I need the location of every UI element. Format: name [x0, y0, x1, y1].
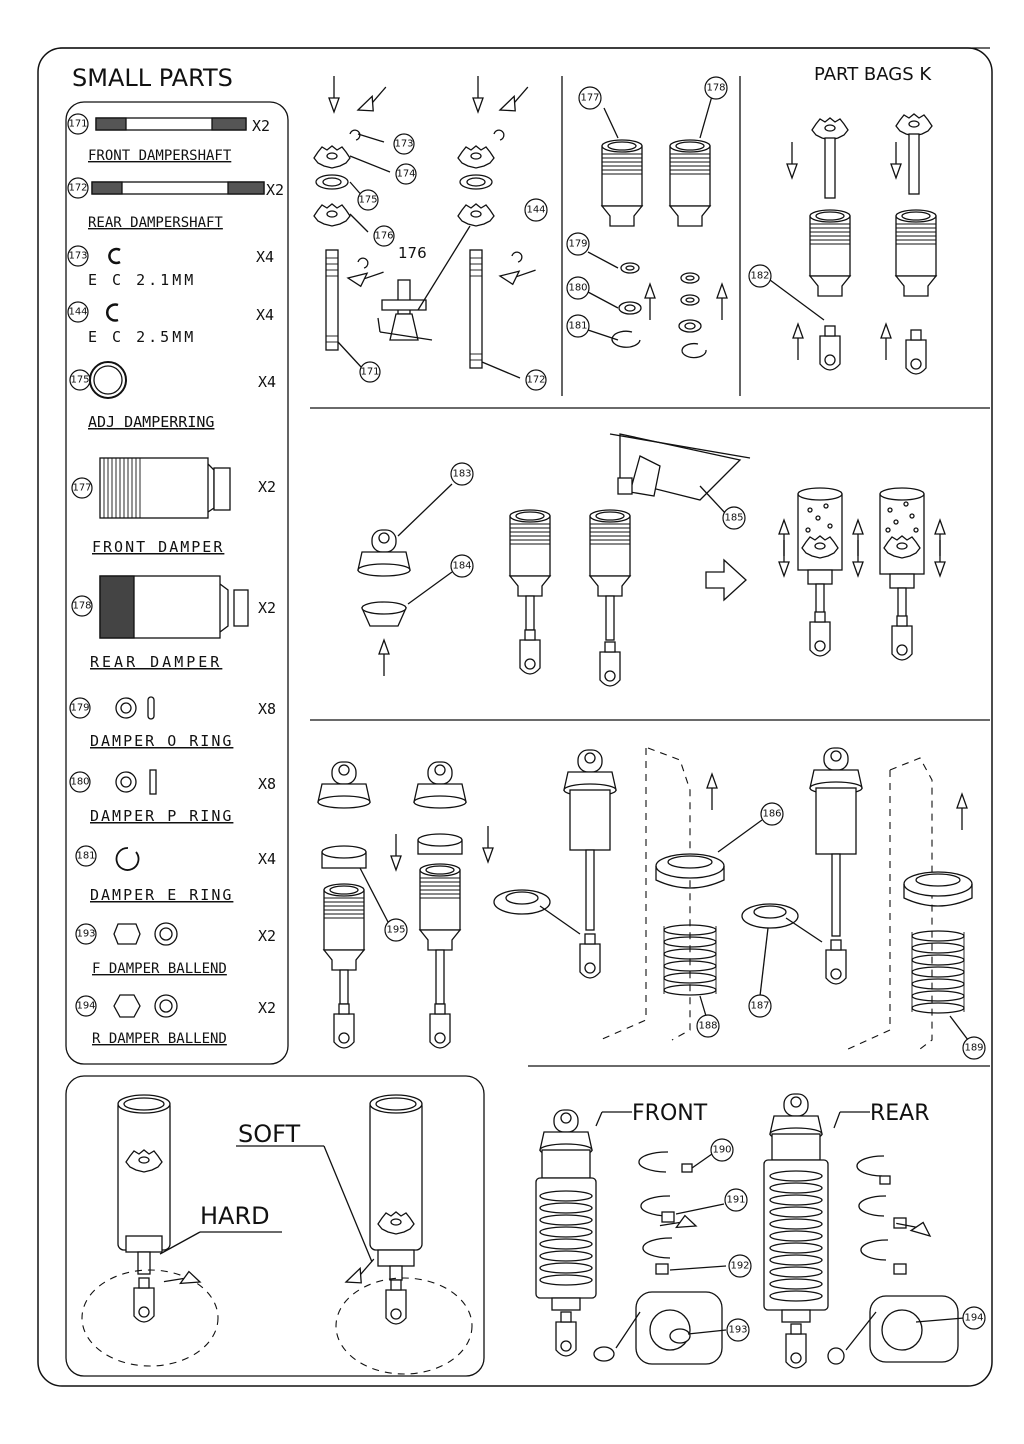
callout-171-b [360, 362, 380, 382]
svg-text:FRONT DAMPER: FRONT DAMPER [92, 538, 225, 556]
svg-text:194: 194 [76, 1000, 96, 1012]
svg-text:172: 172 [68, 182, 88, 194]
callout-174 [396, 164, 416, 184]
callout-188 [697, 1015, 719, 1037]
svg-text:173: 173 [394, 138, 414, 150]
step4-fill-oil [358, 434, 945, 686]
svg-text:X2: X2 [258, 927, 277, 945]
svg-text:DAMPER O RING: DAMPER O RING [90, 732, 234, 750]
svg-text:176: 176 [374, 230, 394, 242]
svg-text:DAMPER E RING: DAMPER E RING [90, 886, 234, 904]
svg-text:X2: X2 [258, 999, 277, 1017]
callout-190 [711, 1139, 733, 1161]
svg-text:REAR DAMPER: REAR DAMPER [90, 653, 223, 671]
svg-text:186: 186 [762, 808, 782, 820]
svg-text:X8: X8 [258, 775, 277, 793]
svg-text:177: 177 [580, 92, 600, 104]
svg-text:X2: X2 [252, 117, 271, 135]
callout-177-b [579, 87, 601, 109]
part-bag-label: PART BAGS K [814, 64, 932, 85]
svg-text:172: 172 [526, 374, 546, 386]
label-front: FRONT [632, 1101, 708, 1126]
svg-text:X4: X4 [256, 248, 275, 266]
callout-179-b [567, 233, 589, 255]
svg-text:193: 193 [76, 928, 96, 940]
callout-194-b [963, 1307, 985, 1329]
callout-172-b [526, 370, 546, 390]
callout-144 [68, 302, 88, 322]
callout-181 [76, 846, 96, 866]
svg-text:181: 181 [568, 320, 588, 332]
part-row-175 [70, 362, 276, 431]
callout-171 [68, 114, 88, 134]
part-row-173 [68, 246, 274, 289]
callout-173-b [394, 134, 414, 154]
svg-text:X4: X4 [258, 373, 277, 391]
svg-text:173: 173 [68, 250, 88, 262]
svg-text:183: 183 [452, 468, 472, 480]
label-soft: SOFT [238, 1120, 301, 1148]
svg-text:193: 193 [728, 1324, 748, 1336]
step5-cap-assembly [318, 762, 493, 1048]
adjust-soft-diagram [236, 1095, 472, 1374]
part-row-179 [70, 697, 276, 750]
label-hard: HARD [200, 1202, 270, 1230]
svg-text:X2: X2 [266, 181, 285, 199]
svg-text:190: 190 [712, 1144, 732, 1156]
part-row-180 [70, 770, 276, 825]
svg-text:175: 175 [70, 374, 90, 386]
step2-damper-bodies [567, 77, 727, 358]
callout-177 [72, 478, 92, 498]
step1-shaft-assembly [314, 76, 547, 390]
step6-spring-assembly [494, 748, 985, 1059]
part-row-181 [76, 846, 276, 904]
callout-192 [729, 1255, 751, 1277]
svg-text:192: 192 [730, 1260, 750, 1272]
svg-text:FRONT DAMPERSHAFT: FRONT DAMPERSHAFT [88, 148, 232, 164]
svg-text:R DAMPER BALLEND: R DAMPER BALLEND [92, 1031, 227, 1047]
part-row-172 [68, 178, 284, 231]
svg-text:180: 180 [568, 282, 588, 294]
part-row-171 [68, 114, 270, 164]
svg-text:X4: X4 [256, 306, 275, 324]
svg-text:X8: X8 [258, 700, 277, 718]
svg-text:179: 179 [70, 702, 90, 714]
callout-185 [723, 507, 745, 529]
svg-text:175: 175 [358, 194, 378, 206]
svg-text:185: 185 [724, 512, 744, 524]
callout-180-b [567, 277, 589, 299]
svg-text:189: 189 [964, 1042, 984, 1054]
svg-text:178: 178 [72, 600, 92, 612]
callout-178-b [705, 77, 727, 99]
svg-text:182: 182 [750, 270, 770, 282]
callout-181-b [567, 315, 589, 337]
callout-180 [70, 772, 90, 792]
svg-text:ADJ DAMPERRING: ADJ DAMPERRING [88, 413, 215, 431]
callout-194 [76, 996, 96, 1016]
svg-text:DAMPER P RING: DAMPER P RING [90, 807, 234, 825]
svg-text:180: 180 [70, 776, 90, 788]
part-row-194 [76, 995, 276, 1047]
part-row-193 [76, 923, 276, 977]
label-176-plain: 176 [398, 244, 427, 262]
svg-text:174: 174 [396, 168, 416, 180]
callout-187 [749, 995, 771, 1017]
final-rear-assembly [764, 1094, 985, 1368]
callout-186 [761, 803, 783, 825]
svg-text:171: 171 [360, 366, 380, 378]
callout-176 [374, 226, 394, 246]
section-title: SMALL PARTS [72, 64, 233, 92]
svg-text:195: 195 [386, 924, 406, 936]
svg-text:184: 184 [452, 560, 472, 572]
svg-text:X2: X2 [258, 599, 277, 617]
step3-rodend-assembly [749, 114, 936, 374]
callout-189 [963, 1037, 985, 1059]
svg-text:179: 179 [568, 238, 588, 250]
callout-191 [725, 1189, 747, 1211]
callout-179 [70, 698, 90, 718]
svg-text:REAR DAMPERSHAFT: REAR DAMPERSHAFT [88, 215, 223, 231]
part-row-177 [72, 458, 276, 556]
svg-text:194: 194 [964, 1312, 984, 1324]
callout-178 [72, 596, 92, 616]
svg-text:178: 178 [706, 82, 726, 94]
callout-173 [68, 246, 88, 266]
next-step-arrow [706, 560, 746, 600]
svg-text:191: 191 [726, 1194, 746, 1206]
part-row-178 [72, 576, 276, 671]
callout-193 [76, 924, 96, 944]
svg-text:188: 188 [698, 1020, 718, 1032]
callout-172 [68, 178, 88, 198]
callout-183 [451, 463, 473, 485]
svg-text:E C 2.1MM: E C 2.1MM [88, 271, 197, 289]
svg-text:181: 181 [76, 850, 96, 862]
callout-182 [749, 265, 771, 287]
final-front-assembly [536, 1101, 751, 1364]
part-row-144 [68, 302, 274, 346]
svg-text:F DAMPER BALLEND: F DAMPER BALLEND [92, 961, 227, 977]
label-rear: REAR [870, 1101, 930, 1126]
callout-175 [70, 370, 90, 390]
callout-195 [385, 919, 407, 941]
svg-text:187: 187 [750, 1000, 770, 1012]
svg-text:144: 144 [68, 306, 88, 318]
svg-text:X2: X2 [258, 478, 277, 496]
callout-144-b [525, 199, 547, 221]
svg-text:E C 2.5MM: E C 2.5MM [88, 328, 197, 346]
svg-text:144: 144 [526, 204, 546, 216]
callout-175-b [358, 190, 378, 210]
svg-text:171: 171 [68, 118, 88, 130]
callout-193-b [727, 1319, 749, 1341]
svg-text:X4: X4 [258, 850, 277, 868]
svg-text:177: 177 [72, 482, 92, 494]
callout-184 [451, 555, 473, 577]
